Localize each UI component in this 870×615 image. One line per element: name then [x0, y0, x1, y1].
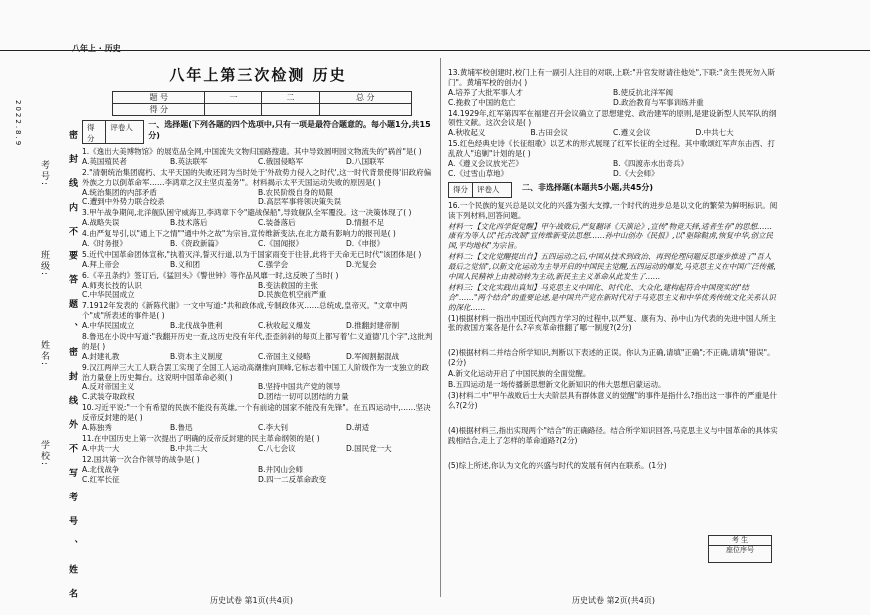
- question-item: [448, 139, 778, 179]
- score-header: 题 号: [113, 92, 205, 104]
- question-item: [82, 147, 434, 167]
- option-row: [448, 128, 778, 138]
- right-page: [448, 68, 778, 471]
- answer-option[interactable]: C.红军长征: [82, 474, 120, 484]
- side-name: 姓名:: [39, 340, 49, 368]
- material-3: 材料三:【文化实践出真知】马克思主义中国化、时代化、大众化,建构起符合中国现实的"结合"……"两个结合"的重要论述,是中国共产党在新时代对于马克思主义和中华优秀传统文化关系认识的深化……: [448, 282, 776, 312]
- score-box-label: 得分: [83, 121, 106, 143]
- score-header: 一: [205, 92, 262, 104]
- answer-option[interactable]: C.八七会议: [258, 443, 296, 453]
- question-item: [82, 301, 434, 331]
- question-stem: 11.在中国历史上第一次提出了明确的反帝反封建的民主革命纲领的是( ): [82, 433, 320, 443]
- answer-option[interactable]: A.陈独秀: [82, 423, 112, 433]
- score-header: 总 分: [319, 92, 411, 104]
- answer-option[interactable]: B.变法救国的主张: [258, 280, 319, 290]
- option-row: [82, 382, 434, 402]
- answer-option[interactable]: C.俄国侵略军: [258, 156, 304, 166]
- question-stem: 5.近代中国革命团体宣称,"执着灭洋,誓灭行道,以为于国家雨变于往昔,此将于天命无已时代"该团体是( ): [82, 249, 422, 259]
- answer-option[interactable]: C.《国闻报》: [258, 239, 304, 249]
- question-stem: 4.由严复导引,以"通上下之情""通中外之故"为宗旨,宣传维新变法,在北方最有影响力的报刊是( ): [82, 229, 396, 239]
- answer-option[interactable]: D.推翻封建帝制: [346, 321, 400, 331]
- answer-option[interactable]: D.《大会师》: [613, 168, 659, 178]
- answer-option[interactable]: C.装备落后: [258, 218, 296, 228]
- question-item: [448, 68, 778, 108]
- score-box-label: 得分: [449, 183, 473, 197]
- answer-option[interactable]: D.国民党一大: [346, 443, 392, 453]
- answer-option[interactable]: B.英法联军: [170, 156, 208, 166]
- answer-space[interactable]: [448, 447, 778, 461]
- question-stem: 12.国共第一次合作领导的战争是( ): [82, 454, 200, 464]
- material-1: 材料一:【文化西学促觉醒】甲午战败后,严复翻译《天演论》,宣传"物竞天择,适者生存"的思想……康有为等人以"托古改制"宣传维新变法思想……孙中山创办《民报》,以"驱除鞑虏,恢复中华,创立民国,平均地权"为宗旨。: [448, 221, 773, 251]
- answer-option[interactable]: D.团结一切可以团结的力量: [258, 392, 349, 402]
- seat-label-1: 考 生: [709, 536, 771, 546]
- question-item: [82, 363, 434, 403]
- option-row: [82, 239, 434, 249]
- material-2: 材料二:【文化觉醒提出自】五四运动之后,中国从技术到政治、再到伦理问题反思逐步推进了"吾人最后之觉悟",以新文化运动为主导开启的中国民主觉醒,五四运动的爆发,马克思主义在中国广泛传播,中国人民精神上由被动转为主动,新民主主义革命从此发生了……: [448, 252, 776, 282]
- question-stem: 13.黄埔军校创建时,校门上有一副引人注目的对联,上联:"升官发财请往他处",下联:"贪生畏死勿入斯门"。黄埔军校的创办( ): [448, 68, 775, 87]
- answer-option[interactable]: B.使反抗北洋军阀: [613, 87, 674, 97]
- option-row: [82, 321, 434, 331]
- question-stem: 3.甲午战争期间,北洋舰队困守威海卫,李鸿章下令"避战保船",导致舰队全军覆没。这一决策体现了( ): [82, 208, 412, 218]
- grader-box-label: 评卷人: [477, 184, 500, 194]
- option-row: [82, 281, 434, 301]
- answer-option[interactable]: B.《四渡赤水出奇兵》: [613, 159, 689, 169]
- sub-question-5: (5)综上所述,你认为文化的兴盛与时代的发展有何内在联系。(1分): [448, 460, 667, 470]
- answer-option[interactable]: A.《遵义会议放光芒》: [448, 159, 523, 169]
- question-item: [82, 455, 434, 485]
- answer-option[interactable]: C.强学会: [258, 259, 289, 269]
- answer-option[interactable]: A.北伐战争: [82, 464, 120, 474]
- question-item: [82, 168, 434, 208]
- question-stem: 2."清朝统治集团腐朽、太平天国的失败还同为当时处于'外敌势力侵入之时代',这一时代背景使得'旧政府偏外族之力以倒革命军……李鸿章之汉主坚贞羞务'"。材料揭示太平天国运动失败的原因是( ): [82, 167, 432, 187]
- side-code: 2022.8.9: [14, 100, 22, 148]
- option-row: [448, 159, 778, 179]
- answer-option[interactable]: B.北伐战争胜利: [170, 321, 223, 331]
- footer-right: 历史试卷 第2页(共4页): [572, 596, 655, 605]
- section1-title: 一、选择题(下列各题的四个选项中,只有一项是最符合题意的。每小题1分,共15分): [148, 120, 431, 140]
- side-exam-no: 考号:: [39, 160, 49, 188]
- answer-option[interactable]: A.中华民国成立: [82, 321, 135, 331]
- answer-option[interactable]: D.情报不足: [346, 218, 385, 228]
- answer-option[interactable]: B.井冈山会师: [258, 464, 304, 474]
- header-label: 八年上 · 历史: [72, 44, 121, 53]
- answer-option[interactable]: A.秋收起义: [448, 128, 486, 138]
- section1-score-box: [82, 120, 144, 144]
- question-item: [82, 434, 434, 454]
- q16-intro: 16.一个民族的复兴总是以文化的兴盛为强大支撑,一个时代的进步总是以文化的繁荣为鲜明标识。阅读下列材料,回答问题。: [448, 200, 778, 220]
- question-item: [82, 271, 434, 301]
- option-row: [82, 465, 434, 485]
- sub-question-2b: B.五四运动是一场传播新思想新文化新知识的伟大思想启蒙运动。: [448, 380, 666, 390]
- sub-question-3: (3)材料二中"甲午战败后士大夫阶层具有群体意义的觉醒"的事件是指什么?指出这一事件的严重是什么?(2分): [448, 390, 778, 410]
- answer-option[interactable]: C.帝国主义侵略: [258, 351, 311, 361]
- option-row: [82, 188, 434, 208]
- sub-question-2a: A.新文化运动开启了中国民族的全面觉醒。: [448, 369, 591, 379]
- seat-label-2: 座位序号: [726, 546, 754, 555]
- option-row: [82, 352, 434, 362]
- answer-option[interactable]: A.中共一大: [82, 443, 120, 453]
- answer-option[interactable]: D.中共七大: [695, 128, 734, 138]
- answer-option[interactable]: C.武装夺取政权: [82, 392, 135, 402]
- answer-option[interactable]: A.统治集团的内部矛盾: [82, 187, 157, 197]
- question-stem: 15.红色经典史诗《长征组歌》以艺术的形式展现了红军长征的全过程。其中歌颂红军声东击西、打乱敌人"追剿"计划的是( ): [448, 139, 775, 159]
- option-row: [448, 88, 778, 108]
- question-item: [82, 229, 434, 249]
- question-item: [82, 332, 434, 362]
- question-item: [82, 403, 434, 433]
- sub-question-4: (4)根据材料三,指出实现两个"结合"的正确路径。结合所学知识回答,马克思主义与中国革命的具体实践相结合,走上了怎样的革命道路?(2分): [448, 425, 778, 445]
- score-cell[interactable]: [319, 104, 411, 116]
- answer-option[interactable]: C.《过雪山草地》: [448, 168, 509, 178]
- question-item: [82, 250, 434, 270]
- sub-question-2: (2)根据材料二并结合所学知识,判断以下表述的正误。你认为正确,请填"正确";不正确,请填"错误"。(2分): [448, 348, 775, 368]
- answer-option[interactable]: B.坚持中国共产党的领导: [258, 382, 341, 392]
- answer-option[interactable]: B.农民阶级自身的局限: [258, 187, 334, 197]
- left-page: [82, 58, 434, 485]
- answer-option[interactable]: D.光复会: [346, 259, 377, 269]
- question-item: [448, 109, 778, 139]
- option-row: [82, 444, 434, 454]
- answer-option[interactable]: D.八国联军: [346, 156, 385, 166]
- answer-option[interactable]: C.遭到中外势力联合绞杀: [82, 197, 165, 207]
- question-stem: 6.《辛丑条约》签订后,《猛回头》《警世钟》等作品风靡一时,这反映了当时( ): [82, 270, 339, 280]
- question-stem: 10.习近平说:"一个有希望的民族不能没有英雄,一个有前途的国家不能没有先锋"。在五四运动中,……坚决反帝反封建的是( ): [82, 403, 431, 423]
- answer-option[interactable]: C.挽救了中国的危亡: [448, 97, 516, 107]
- header-rule: [0, 50, 870, 51]
- score-cell[interactable]: [205, 104, 262, 116]
- section2-title: 二、非选择题(本题共5小题,共45分): [522, 182, 654, 192]
- grader-box-label: 评卷人: [110, 123, 133, 132]
- answer-option[interactable]: C.遵义会议: [613, 128, 651, 138]
- answer-option[interactable]: A.封建礼教: [82, 351, 120, 361]
- seal-warning: 密 封 线 内 不 要 答 题 、 密 封 线 外 不 写 考 号 、 姓 名: [67, 130, 77, 604]
- option-row: [82, 218, 434, 228]
- answer-option[interactable]: B.中共二大: [170, 443, 208, 453]
- answer-option[interactable]: D.民族危机空前严重: [258, 290, 327, 300]
- answer-option[interactable]: A.战略失误: [82, 218, 120, 228]
- answer-option[interactable]: D.四一二反革命政变: [258, 474, 327, 484]
- page-title: 八年上第三次检测 历史: [169, 66, 347, 84]
- answer-option[interactable]: D.胡适: [346, 423, 370, 433]
- answer-option[interactable]: C.李大钊: [258, 423, 289, 433]
- question-stem: 8.鲁迅在小说中写道:"我翻开历史一查,这历史没有年代,歪歪斜斜的每页上都写着'仁义道德'几个字",这批判的是( ): [82, 332, 433, 351]
- answer-space[interactable]: [448, 412, 778, 426]
- score-row-label: 得 分: [113, 104, 205, 116]
- score-table: [112, 91, 412, 116]
- section2-score-box: [448, 182, 512, 198]
- side-class: 班级:: [39, 250, 49, 278]
- question-list-left: [82, 147, 434, 484]
- question-stem: 14.1929年,红军第四军在福建召开会议确立了思想建党、政治建军的原则,是建设新型人民军队的纲领性文献。这次会议是( ): [448, 108, 777, 128]
- answer-option[interactable]: C.秋收起义爆发: [258, 321, 311, 331]
- answer-option[interactable]: A.拜上帝会: [82, 259, 120, 269]
- sub-question-1: (1)根据材料一指出中国近代向西方学习的过程中,以严复、康有为、孙中山为代表的先进中国人所主张的救国方案各是什么?辛亥革命推翻了哪一制度?(2分): [448, 313, 777, 333]
- question-item: [82, 208, 434, 228]
- answer-option[interactable]: D.政治教育与军事训练并重: [613, 97, 704, 107]
- answer-option[interactable]: D.《申报》: [346, 239, 385, 249]
- answer-option[interactable]: A.英国殖民者: [82, 156, 127, 166]
- option-row: [82, 423, 434, 433]
- answer-option[interactable]: B.古田会议: [530, 128, 569, 138]
- answer-option[interactable]: B.义和团: [170, 259, 201, 269]
- answer-option[interactable]: A.反对帝国主义: [82, 382, 135, 392]
- answer-option[interactable]: B.《资政新篇》: [170, 239, 223, 249]
- answer-option[interactable]: B.资本主义制度: [170, 351, 223, 361]
- question-stem: 9.汉江两岸三大工人联合罢工实现了全国工人运动高潮推向顶峰,它标志着中国工人阶级作为一支独立的政治力量登上历史舞台。这说明中国革命必须( ): [82, 362, 430, 382]
- side-school: 学校:: [39, 440, 49, 468]
- score-header: 二: [262, 92, 319, 104]
- answer-option[interactable]: D.军阀割据混战: [346, 351, 400, 361]
- option-row: [82, 260, 434, 270]
- answer-option[interactable]: B.技术落后: [170, 218, 208, 228]
- seat-number-box: [708, 535, 772, 563]
- answer-option[interactable]: B.鲁迅: [170, 423, 193, 433]
- score-cell[interactable]: [262, 104, 319, 116]
- answer-option[interactable]: A.师夷长技的认识: [82, 280, 142, 290]
- page-divider: [440, 58, 441, 597]
- answer-space[interactable]: [448, 334, 778, 348]
- answer-option[interactable]: D.高层军事将领决策失误: [258, 197, 342, 207]
- footer-left: 历史试卷 第1页(共4页): [210, 596, 293, 605]
- answer-option[interactable]: A.培养了大批军事人才: [448, 87, 523, 97]
- question-list-right: [448, 68, 778, 179]
- option-row: [82, 157, 434, 167]
- question-stem: 7.1912年发表的《新陈代谢》一文中写道:"共和政体成,专制政体灭……总统成,皇帝灭。"文章中两个"成"所表述的事件是( ): [82, 301, 408, 321]
- answer-option[interactable]: C.中华民国成立: [82, 290, 135, 300]
- answer-option[interactable]: A.《时务报》: [82, 239, 127, 249]
- question-stem: 1.《逸出大美博物馆》的展览品全网,中国流失文物归国路搜遗。其中导致圆明园文物流失的"祸首"是( ): [82, 147, 422, 156]
